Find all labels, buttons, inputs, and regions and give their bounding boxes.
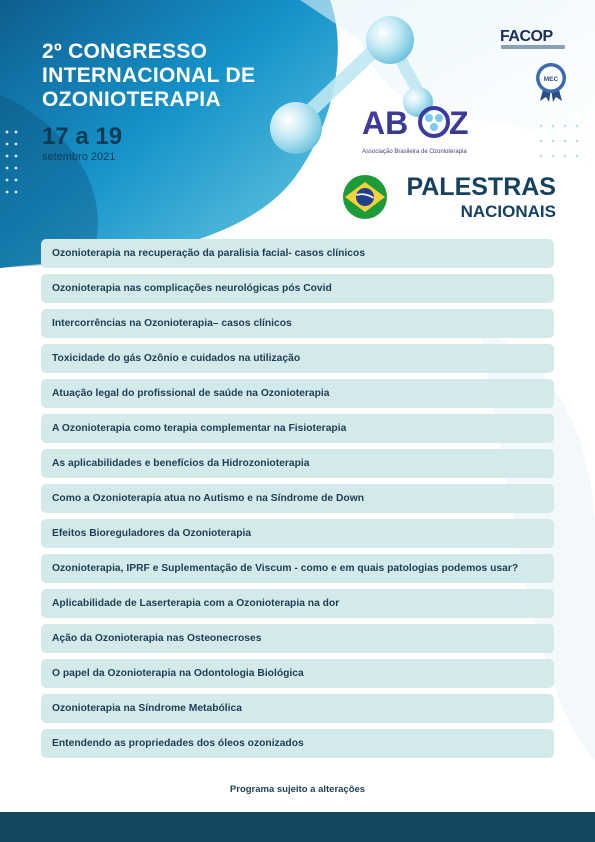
- footer-bar: [0, 812, 595, 842]
- facop-logo-text: FACOP: [500, 28, 553, 45]
- talk-item: Como a Ozonioterapia atua no Autismo e na Síndrome de Down: [41, 484, 554, 513]
- title-line-2: INTERNACIONAL DE: [42, 64, 256, 87]
- talk-item: Aplicabilidade de Laserterapia com a Ozonioterapia na dor: [41, 589, 554, 618]
- title-line-1: 2º CONGRESSO: [42, 40, 208, 63]
- talk-item: Ozonioterapia na recuperação da paralisia facial- casos clínicos: [41, 239, 554, 268]
- talk-item: As aplicabilidades e benefícios da Hidrozonioterapia: [41, 449, 554, 478]
- facop-tagline-bar: [501, 45, 565, 49]
- svg-text:MEC: MEC: [543, 76, 559, 83]
- aboz-subtitle: Associação Brasileira de Ozonioterapia: [362, 149, 467, 155]
- decorative-dots-right: [537, 122, 589, 160]
- section-title-line-1: PALESTRAS: [406, 173, 556, 201]
- talk-item: Ozonioterapia na Síndrome Metabólica: [41, 694, 554, 723]
- event-month: setembro 2021: [42, 151, 116, 163]
- talk-item: A Ozonioterapia como terapia complementar na Fisioterapia: [41, 414, 554, 443]
- talk-item: Ozonioterapia, IPRF e Suplementação de Viscum - como e em quais patologias podemos usar?: [41, 554, 554, 583]
- brazil-flag-icon: [342, 174, 388, 220]
- talk-item: Efeitos Bioreguladores da Ozonioterapia: [41, 519, 554, 548]
- section-title-line-2: NACIONAIS: [460, 202, 556, 221]
- talk-item: Toxicidade do gás Ozônio e cuidados na utilização: [41, 344, 554, 373]
- svg-text:AB: AB: [362, 105, 409, 141]
- talks-list: [41, 239, 554, 764]
- svg-text:Z: Z: [449, 105, 469, 141]
- section-title: [396, 174, 556, 221]
- decorative-dots-left: [3, 128, 21, 200]
- talk-item: Ação da Ozonioterapia nas Osteonecroses: [41, 624, 554, 653]
- mec-seal-icon: [534, 62, 568, 102]
- talk-item: Intercorrências na Ozonioterapia– casos clínicos: [41, 309, 554, 338]
- program-note: Programa sujeito a alterações: [229, 784, 366, 795]
- talk-item: Ozonioterapia nas complicações neurológicas pós Covid: [41, 274, 554, 303]
- event-dates: 17 a 19: [42, 123, 123, 150]
- talk-item: Atuação legal do profissional de saúde na Ozonioterapia: [41, 379, 554, 408]
- title-line-3: OZONIOTERAPIA: [42, 88, 221, 111]
- talk-item: O papel da Ozonioterapia na Odontologia Biológica: [41, 659, 554, 688]
- talk-item: Entendendo as propriedades dos óleos ozonizados: [41, 729, 554, 758]
- congress-title: [42, 40, 255, 112]
